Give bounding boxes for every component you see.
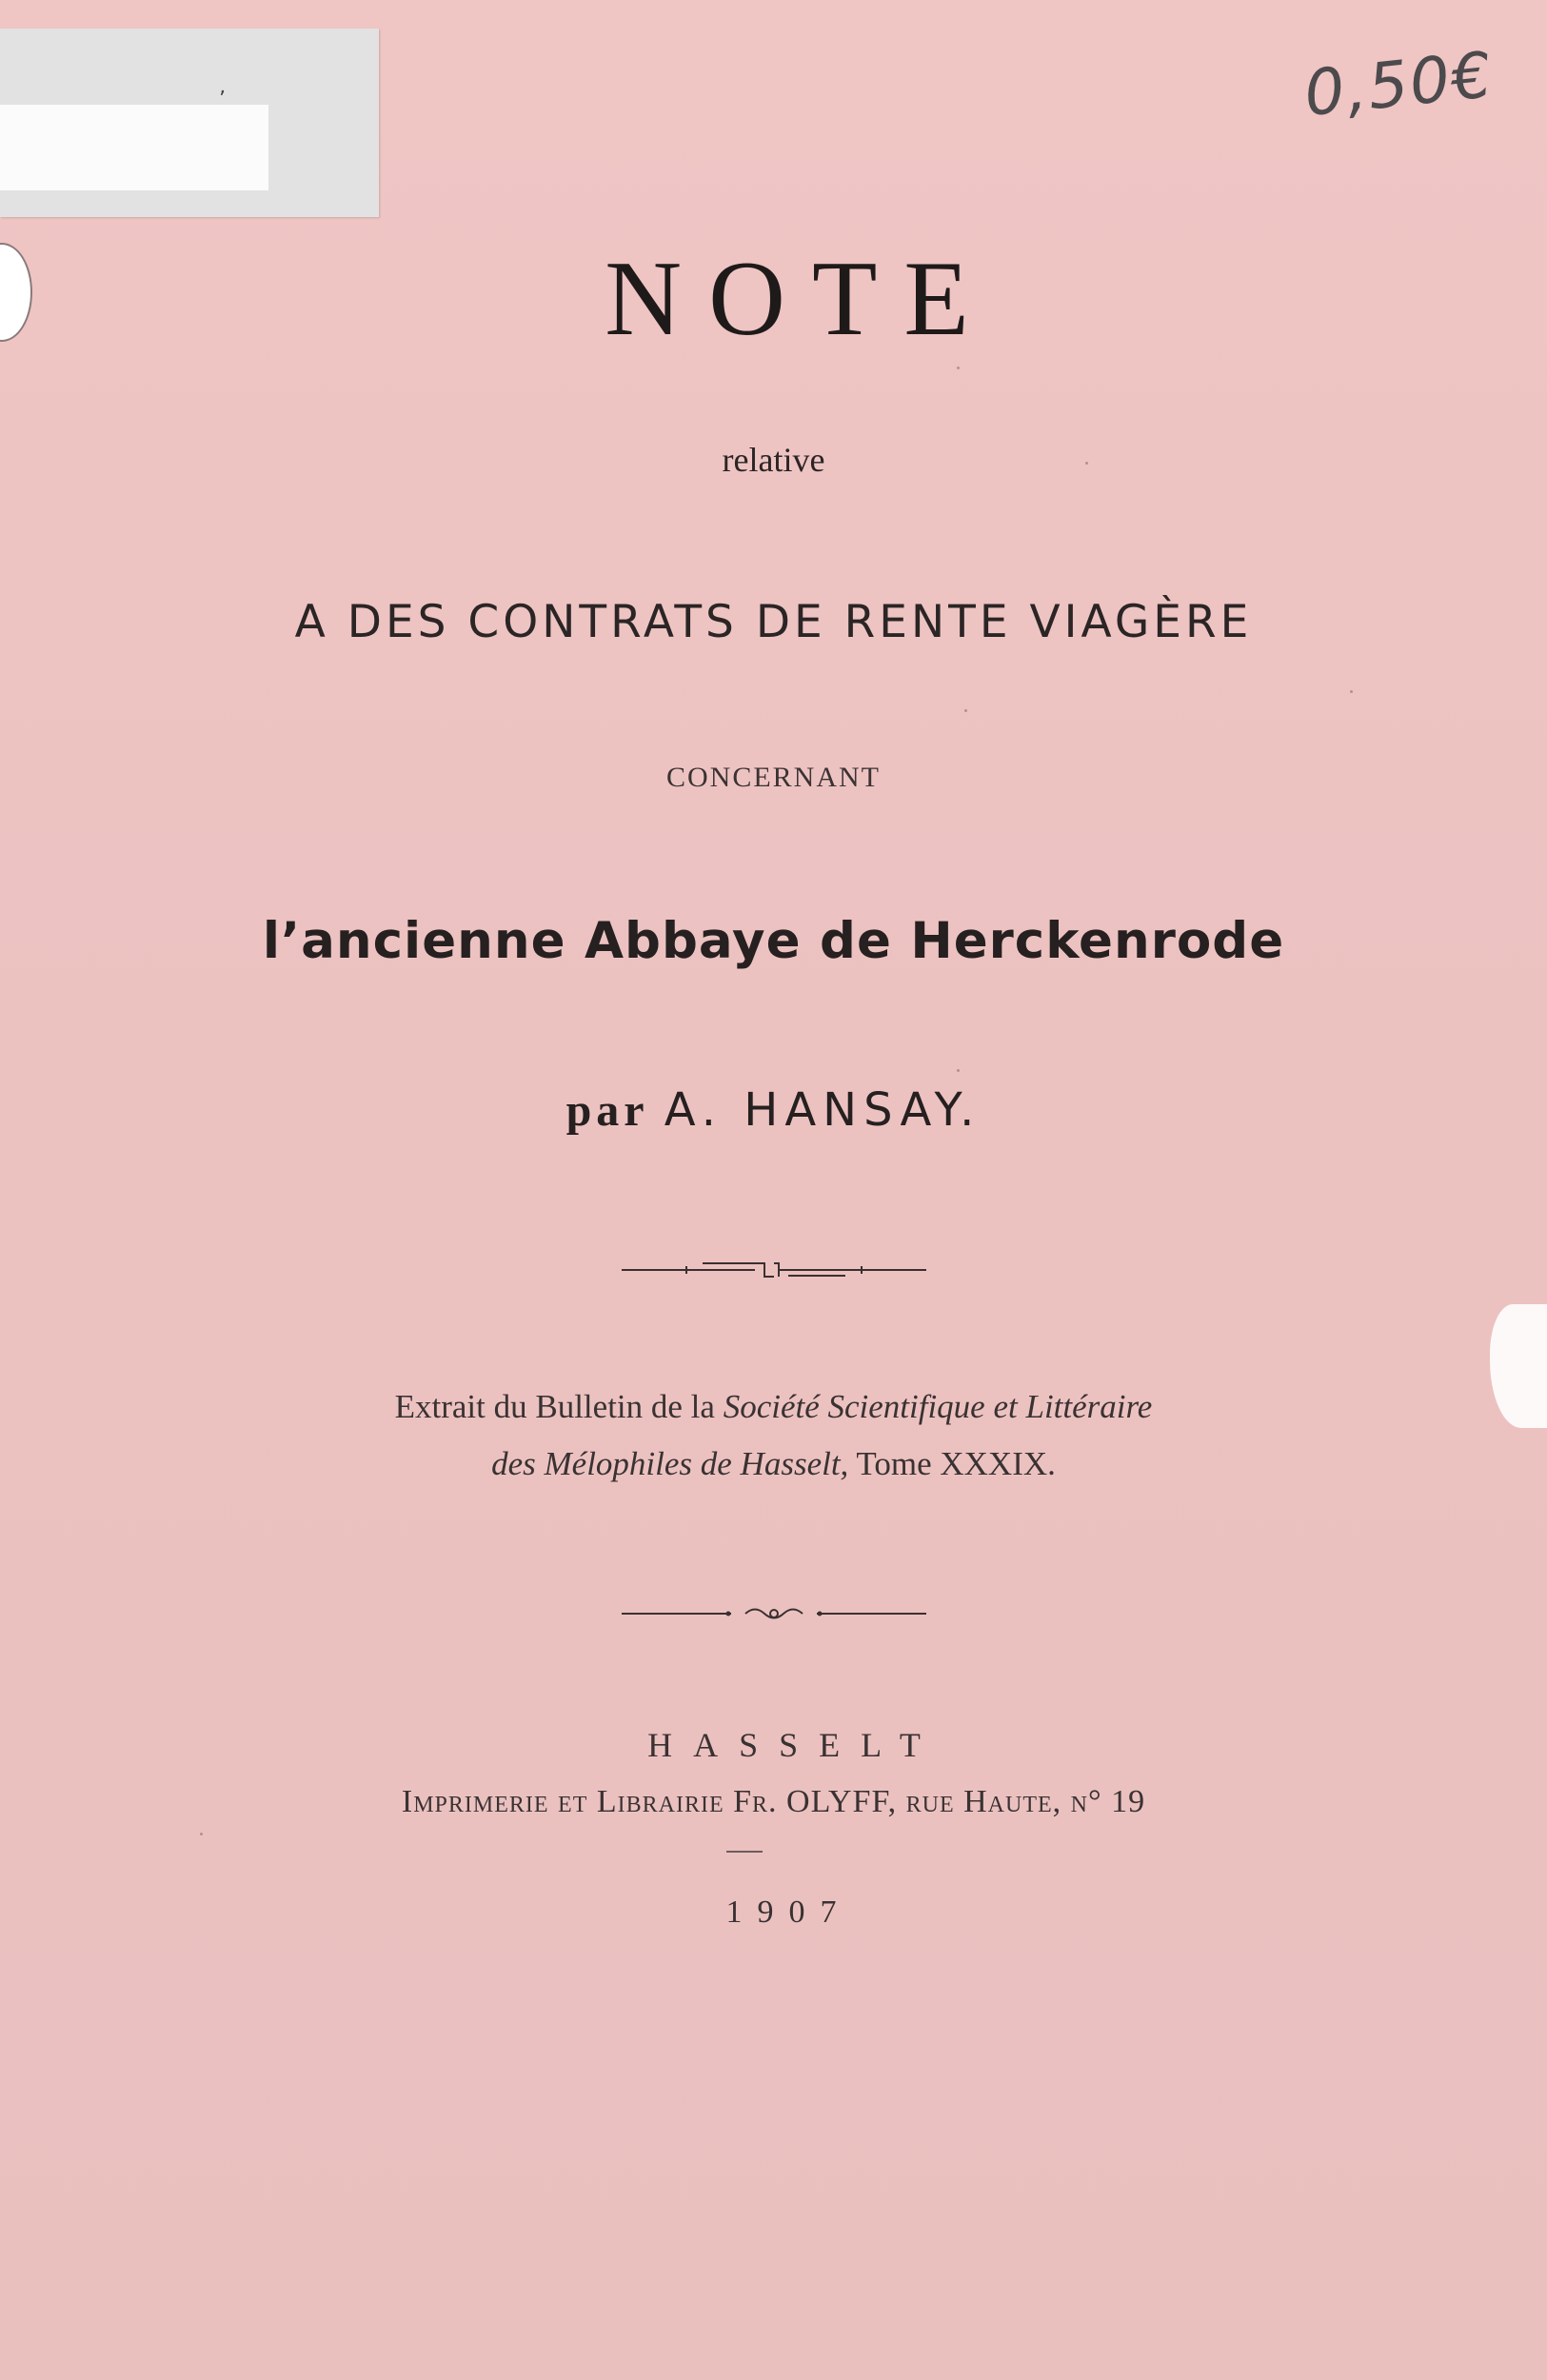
library-label-sticker bbox=[0, 29, 379, 217]
topic-line: A DES CONTRATS DE RENTE VIAGÈRE bbox=[294, 596, 1253, 648]
extract-line2-italic: des Mélophiles de Hasselt, bbox=[491, 1445, 849, 1482]
paper-speck bbox=[200, 1833, 203, 1835]
imprint-year: 1907 bbox=[725, 1894, 852, 1930]
imprint-dash bbox=[726, 1851, 763, 1853]
extract-line2-plain: Tome XXXIX. bbox=[848, 1445, 1056, 1482]
imprint-city: HASSELT bbox=[647, 1726, 942, 1764]
paper-speck bbox=[964, 709, 967, 712]
label-inner-blank bbox=[0, 105, 268, 190]
page-title: NOTE bbox=[605, 240, 996, 358]
subject-line: l’ancienne Abbaye de Herckenrode bbox=[262, 912, 1285, 970]
paper-speck bbox=[957, 367, 960, 369]
paper-speck bbox=[1085, 462, 1088, 465]
extract-line1-plain: Extrait du Bulletin de la bbox=[394, 1388, 724, 1425]
imprint-printer: Imprimerie et Librairie Fr. OLYFF, rue Haute, n° 19 bbox=[401, 1784, 1146, 1819]
extract-line-2 bbox=[0, 1445, 1547, 1483]
label-mark: ʼ bbox=[219, 88, 226, 111]
paper-speck bbox=[957, 1069, 960, 1072]
paper-speck bbox=[1350, 690, 1353, 693]
extract-line-1 bbox=[0, 1388, 1547, 1426]
author-name: A. HANSAY. bbox=[664, 1083, 982, 1137]
ornament-flourish-icon bbox=[622, 1599, 926, 1628]
author-line bbox=[0, 1083, 1547, 1137]
concernant-line: CONCERNANT bbox=[665, 762, 881, 793]
subtitle-relative: relative bbox=[722, 441, 825, 479]
handwritten-price-note: 0,50€ bbox=[1300, 37, 1497, 131]
ornament-divider-1 bbox=[0, 1255, 1547, 1283]
ornament-rule-icon bbox=[622, 1255, 926, 1283]
author-prefix: par bbox=[565, 1085, 648, 1136]
extract-line1-italic: Société Scientifique et Littéraire bbox=[723, 1388, 1153, 1425]
ornament-divider-2 bbox=[0, 1599, 1547, 1628]
